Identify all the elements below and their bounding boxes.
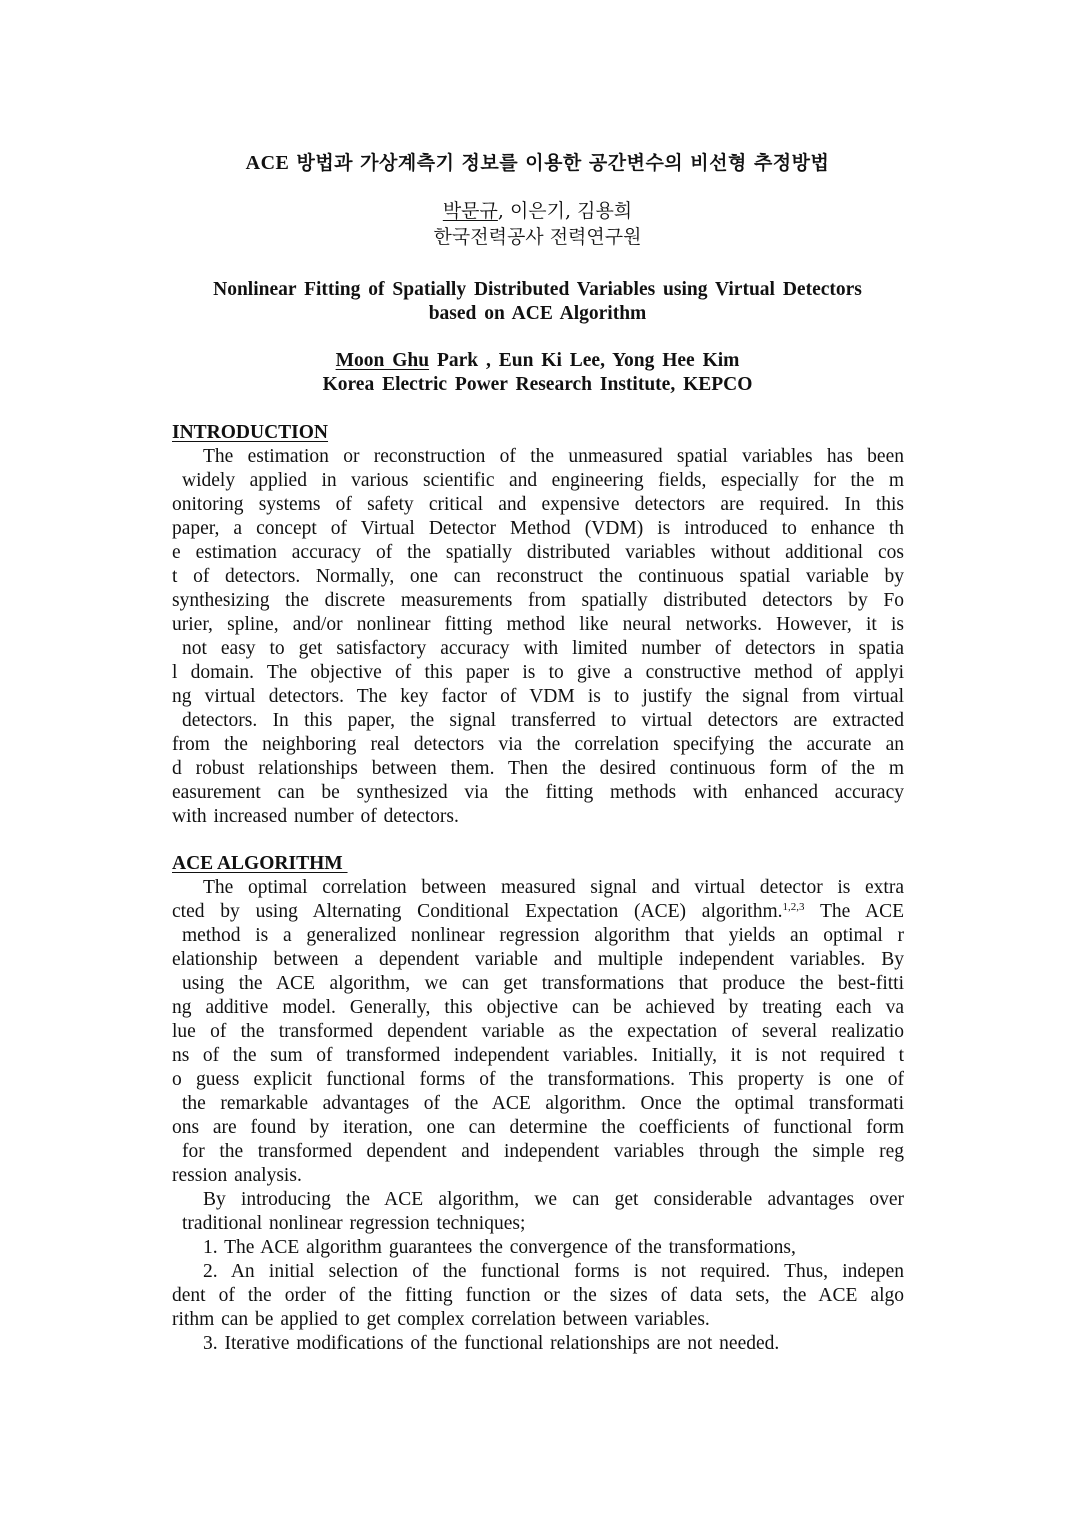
advantage-list-item-continued: dent of the order of the fitting function or the sizes of data sets, the ACE algo	[172, 1285, 904, 1306]
ace-line: elationship between a dependent variable and multiple independent variables. By	[172, 949, 904, 970]
ace-line: ression analysis.	[172, 1165, 302, 1186]
intro-line: easurement can be synthesized via the fitting methods with enhanced accuracy	[172, 782, 904, 803]
intro-line: with increased number of detectors.	[172, 806, 459, 827]
citation-superscript: 1,2,3	[782, 901, 805, 913]
ace-line-text: The ACE	[804, 901, 904, 922]
intro-line: not easy to get satisfactory accuracy with limited number of detectors in spatia	[182, 638, 904, 659]
intro-line: synthesizing the discrete measurements from spatially distributed detectors by Fo	[172, 590, 904, 611]
introduction-section	[172, 421, 904, 829]
ace-line: the remarkable advantages of the ACE algorithm. Once the optimal transformati	[182, 1093, 904, 1114]
intro-line: from the neighboring real detectors via the correlation specifying the accurate an	[172, 734, 904, 755]
english-title-line-1: Nonlinear Fitting of Spatially Distributed Variables using Virtual Detectors	[213, 279, 862, 300]
ace-line: By introducing the ACE algorithm, we can get considerable advantages over	[203, 1189, 904, 1210]
advantage-list-item-continued: rithm can be applied to get complex correlation between variables.	[172, 1309, 710, 1330]
ace-line: traditional nonlinear regression techniques;	[182, 1213, 526, 1234]
korean-affiliation: 한국전력공사 전력연구원	[433, 226, 642, 248]
korean-authors	[0, 198, 1075, 224]
ace-line: ng additive model. Generally, this objective can be achieved by treating each va	[172, 997, 904, 1018]
intro-line: The estimation or reconstruction of the unmeasured spatial variables has been	[203, 446, 904, 467]
korean-title	[0, 148, 1075, 175]
korean-authors-block	[0, 198, 1075, 250]
english-affiliation: Korea Electric Power Research Institute, KEPCO	[322, 374, 753, 395]
ace-line: o guess explicit functional forms of the transformations. This property is one of	[172, 1069, 904, 1090]
korean-coauthors: , 이은기, 김용희	[497, 200, 633, 222]
intro-line: l domain. The objective of this paper is to give a constructive method of applyi	[172, 662, 904, 683]
ace-line-text: cted by using Alternating Conditional Expectation (ACE) algorithm.	[172, 901, 783, 922]
korean-title-prefix: ACE	[245, 152, 290, 174]
korean-lead-author: 박문규	[442, 200, 498, 222]
ace-line-with-citation	[172, 900, 904, 924]
english-title	[0, 278, 1075, 326]
ace-line: The optimal correlation between measured signal and virtual detector is extra	[203, 877, 904, 898]
intro-line: e estimation accuracy of the spatially distributed variables without additional cos	[172, 542, 904, 563]
intro-line: onitoring systems of safety critical and expensive detectors are required. In this	[172, 494, 904, 515]
ace-line: ns of the sum of transformed independent variables. Initially, it is not required t	[172, 1045, 904, 1066]
intro-line: paper, a concept of Virtual Detector Method (VDM) is introduced to enhance th	[172, 518, 904, 539]
english-authors	[0, 349, 1075, 373]
intro-line: d robust relationships between them. Then the desired continuous form of the m	[172, 758, 904, 779]
ace-line: for the transformed dependent and independent variables through the simple reg	[182, 1141, 904, 1162]
intro-line: detectors. In this paper, the signal transferred to virtual detectors are extracted	[182, 710, 904, 731]
advantage-list-item: 2. An initial selection of the functional forms is not required. Thus, indepen	[203, 1261, 904, 1282]
intro-line: ng virtual detectors. The key factor of VDM is to justify the signal from virtual	[172, 686, 904, 707]
intro-line: t of detectors. Normally, one can reconstruct the continuous spatial variable by	[172, 566, 904, 587]
ace-algorithm-section	[172, 852, 904, 1356]
english-coauthors: Park , Eun Ki Lee, Yong Hee Kim	[429, 350, 740, 371]
ace-line: lue of the transformed dependent variable as the expectation of several realizatio	[172, 1021, 904, 1042]
ace-line: ons are found by iteration, one can determine the coefficients of functional form	[172, 1117, 904, 1138]
intro-line: widely applied in various scientific and engineering fields, especially for the m	[182, 470, 904, 491]
introduction-heading: INTRODUCTION	[172, 422, 329, 443]
english-authors-block	[0, 349, 1075, 397]
advantage-list-item: 3. Iterative modifications of the functional relationships are not needed.	[203, 1333, 780, 1354]
korean-title-text: 방법과 가상계측기 정보를 이용한 공간변수의 비선형 추정방법	[289, 152, 830, 174]
english-lead-author: Moon Ghu	[335, 350, 430, 371]
advantage-list-item: 1. The ACE algorithm guarantees the convergence of the transformations,	[203, 1237, 796, 1258]
ace-line: using the ACE algorithm, we can get transformations that produce the best-fitti	[182, 973, 904, 994]
english-title-line-2: based on ACE Algorithm	[428, 303, 647, 324]
ace-line: method is a generalized nonlinear regression algorithm that yields an optimal r	[182, 925, 904, 946]
intro-line: urier, spline, and/or nonlinear fitting method like neural networks. However, it is	[172, 614, 904, 635]
ace-algorithm-heading: ACE ALGORITHM	[172, 853, 348, 874]
